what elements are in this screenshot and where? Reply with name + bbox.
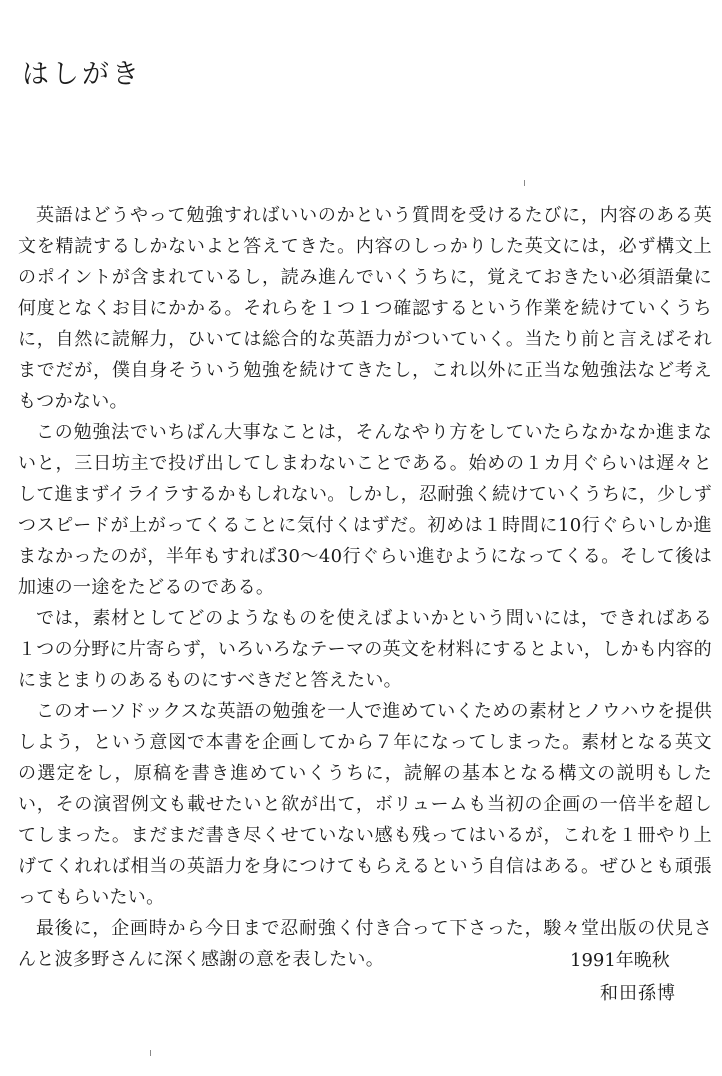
preface-body <box>18 200 712 975</box>
paragraph-2: この勉強法でいちばん大事なことは，そんなやり方をしていたらなかなか進まないと，三日坊主で投げ出してしまわないことである。始めの１カ月ぐらいは遅々として進まずイライラするかもしれない。しかし，忍耐強く続けていくうちに，少しずつスピードが上がってくることに気付くはずだ。初めは１時間に10行ぐらいしか進まなかったのが，半年もすれば30〜40行ぐらい進むようになってくる。そして後は加速の一途をたどるのである。 <box>18 422 712 598</box>
signature-block <box>570 944 676 1010</box>
paragraph-1: 英語はどうやって勉強すればいいのかという質問を受けるたびに，内容のある英文を精読するしかないよと答えてきた。内容のしっかりした英文には，必ず構文上のポイントが含まれているし，読み進んでいくうちに，覚えておきたい必須語彙に何度となくお目にかかる。それらを１つ１つ確認するという作業を続けていくうちに，自然に読解力，ひいては総合的な英語力がついていく。当たり前と言えばそれまでだが，僕自身そういう勉強を続けてきたし，これ以外に正当な勉強法など考えもつかない。 <box>18 205 712 412</box>
signature-author: 和田孫博 <box>600 983 676 1004</box>
scan-speck <box>524 180 525 186</box>
paragraph-5: 最後に，企画時から今日まで忍耐強く付き合って下さった，駿々堂出版の伏見さんと波多野さんに深く感謝の意を表したい。 <box>18 918 712 970</box>
signature-date: 1991年晩秋 <box>570 950 670 971</box>
scan-speck <box>150 1050 151 1056</box>
paragraph-4: このオーソドックスな英語の勉強を一人で進めていくための素材とノウハウを提供しよう，という意図で本書を企画してから７年になってしまった。素材となる英文の選定をし，原稿を書き進めていくうちに，読解の基本となる構文の説明もしたい，その演習例文も載せたいと欲が出て，ボリュームも当初の企画の一倍半を超してしまった。まだまだ書き尽くせていない感も残ってはいるが，これを１冊やり上げてくれれば相当の英語力を身につけてもらえるという自信はある。ぜひとも頑張ってもらいたい。 <box>18 701 712 908</box>
page-title: はしがき <box>22 59 142 90</box>
paragraph-3: では，素材としてどのようなものを使えばよいかという問いには，できればある１つの分野に片寄らず，いろいろなテーマの英文を材料にするとよい，しかも内容的にまとまりのあるものにすべきだと答えたい。 <box>18 608 712 691</box>
